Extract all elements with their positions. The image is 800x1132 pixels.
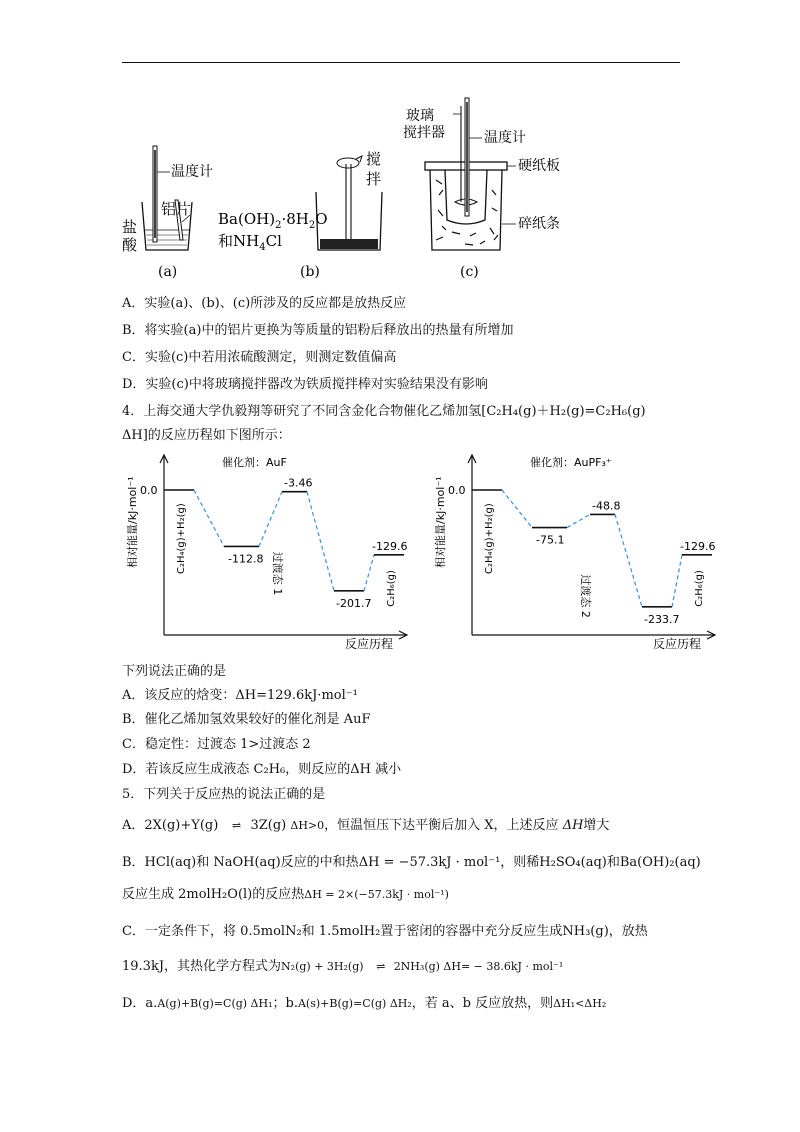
label-c-board: 硬纸板 <box>518 158 560 174</box>
equilibrium-arrow-icon: ⇌ <box>376 960 386 973</box>
q5-a-end: 增大 <box>583 818 610 833</box>
q5-a-eq: 2X(g)+Y(g) <box>144 818 219 833</box>
transition-path <box>615 514 642 606</box>
transition-state-label: 过渡态 2 <box>579 574 592 618</box>
q5-option-b-line2 <box>122 883 449 902</box>
q5-b-text1: B．HCl(aq)和 NaOH(aq)反应的中和热 <box>122 855 359 870</box>
q5-b-text5: (l)的反应热 <box>237 887 305 902</box>
energy-chart-auf <box>122 450 412 650</box>
transition-path <box>567 514 590 527</box>
q5-b-acid: H₂SO₄ <box>539 855 581 870</box>
q5-d-text1: D．a. <box>122 996 158 1011</box>
q3-option-a: A．实验(a)、(b)、(c)所涉及的反应都是放热反应 <box>122 296 407 311</box>
data-label: -201.7 <box>336 596 372 610</box>
q4-option-c: C．稳定性：过渡态 1>过渡态 2 <box>122 737 311 752</box>
q5-c-h2: H₂ <box>363 924 381 939</box>
chart-title: 催化剂：AuPF₃⁺ <box>530 456 612 469</box>
q5-b-text2: ，则稀 <box>500 855 540 870</box>
data-label: -3.46 <box>284 476 313 490</box>
q5-c-n2: N₂ <box>285 924 302 939</box>
q4-option-d: D．若该反应生成液态 C₂H₆，则反应的ΔH 减小 <box>122 762 402 777</box>
data-label: -48.8 <box>592 499 621 513</box>
q3-option-b: B．将实验(a)中的铝片更换为等质量的铝粉后释放出的热量有所增加 <box>122 323 514 338</box>
q5-option-c-line2 <box>122 955 563 974</box>
q5-b-dh2: ΔH = 2×(−57.3kJ · mol⁻¹) <box>304 888 449 901</box>
label-c-thermometer: 温度计 <box>484 130 526 146</box>
q5-a-dh: ΔH>0 <box>290 819 325 832</box>
energy-chart-aupf3 <box>430 450 720 650</box>
header-rule <box>122 62 680 63</box>
transition-path <box>672 555 682 607</box>
y-axis-label: 相对能量/kJ·mol⁻¹ <box>434 476 447 568</box>
caption-a: (a) <box>158 264 178 280</box>
q5-option-c-line1 <box>122 920 648 939</box>
reactant-label: C₂H₄(g)+H₂(g) <box>176 503 187 574</box>
q4-stem-2: ΔH]的反应历程如下图所示： <box>122 428 291 443</box>
product-label: C₂H₆(g) <box>386 570 397 607</box>
q3-option-d: D．实验(c)中将玻璃搅拌器改为铁质搅拌棒对实验结果没有影响 <box>122 377 488 392</box>
q5-option-a <box>122 814 609 833</box>
transition-path <box>194 490 224 546</box>
q5-c-text2: 和 1.5mol <box>301 924 364 939</box>
transition-state-label: 过渡态 1 <box>271 551 284 596</box>
q3-option-c: C．实验(c)中若用浓硫酸测定，则测定数值偏高 <box>122 350 397 365</box>
q5-d-text2: ；b. <box>272 996 298 1011</box>
data-label: -129.6 <box>680 539 716 553</box>
q4-option-b: B．催化乙烯加氢效果较好的催化剂是 AuF <box>122 712 371 727</box>
q5-b-base: Ba(OH)₂(aq) <box>619 855 701 870</box>
q5-c-text4: ，放热 <box>608 924 648 939</box>
q4-question: 下列说法正确的是 <box>122 664 227 679</box>
label-a-acid-2: 酸 <box>122 236 138 254</box>
equilibrium-arrow-icon: ⇌ <box>231 819 242 832</box>
label-a-thermometer: 温度计 <box>171 164 213 180</box>
q5-b-water: H₂O <box>210 887 238 902</box>
transition-path <box>259 492 282 547</box>
q5-b-text4: 反应生成 2mol <box>122 887 211 902</box>
q5-d-b: A(s)+B(g)=C(g) ΔH₂ <box>297 997 412 1010</box>
q5-d-text3: ，若 a、b 反应放热，则 <box>411 996 554 1011</box>
x-axis-label: 反应历程 <box>345 637 394 650</box>
label-b-reagent-2: 和$NH_4Cl$ <box>218 232 282 253</box>
label-c-stirrer-1: 玻璃 <box>406 108 434 124</box>
data-label: 0.0 <box>448 484 466 497</box>
q4-stem-1: 4．上海交通大学仇毅翔等研究了不同含金化合物催化乙烯加氢[C₂H₄(g)＋H₂(g)=C₂H₆(g) <box>122 404 646 419</box>
q5-d-a: A(g)+B(g)=C(g) ΔH₁ <box>157 997 273 1010</box>
x-axis-label: 反应历程 <box>653 637 702 650</box>
stirring-rod-icon <box>337 156 362 240</box>
product-label: C₂H₆(g) <box>694 570 705 607</box>
label-b-stir-2: 拌 <box>366 170 382 188</box>
q4-option-a: A．该反应的焓变：ΔH=129.6kJ·mol⁻¹ <box>122 688 358 703</box>
data-label: -233.7 <box>644 612 680 626</box>
q5-option-b-line1 <box>122 851 701 870</box>
label-b-reagent-1: $Ba(OH)_2\cdot 8H_2O$ <box>218 210 328 231</box>
transition-path <box>502 490 532 528</box>
label-c-paper: 碎纸条 <box>518 216 560 232</box>
q5-c-text1: C．一定条件下，将 0.5mol <box>122 924 286 939</box>
q5-c-eq: N₂(g) + 3H₂(g) <box>281 960 364 973</box>
q5-option-d <box>122 992 606 1011</box>
q5-a-text: ，恒温恒压下达平衡后加入 X，上述反应 <box>324 818 559 833</box>
data-label: -129.6 <box>372 539 408 553</box>
q5-c-text3: 置于密闭的容器中充分反应生成 <box>380 924 563 939</box>
powder-icon <box>320 239 378 249</box>
transition-path <box>364 555 374 591</box>
q5-d-end: ΔH₁<ΔH₂ <box>553 997 607 1010</box>
q5-b-text3: (aq)和 <box>580 855 620 870</box>
y-axis-label: 相对能量/kJ·mol⁻¹ <box>126 476 139 568</box>
q5-b-dh: ΔH = −57.3kJ · mol⁻¹ <box>358 855 501 870</box>
data-label: -75.1 <box>536 533 565 547</box>
q5-c-text5: 19.3kJ，其热化学方程式为 <box>122 959 282 974</box>
label-c-stirrer-2: 搅拌器 <box>403 125 445 141</box>
data-label: 0.0 <box>140 484 158 497</box>
chart-title: 催化剂：AuF <box>222 456 287 469</box>
q5-a-eq2: 3Z(g) <box>250 818 287 833</box>
q5-a-dh2: ΔH <box>562 818 584 833</box>
apparatus-figure <box>120 90 580 290</box>
q5-a-prefix: A． <box>122 818 145 833</box>
caption-c: (c) <box>460 264 479 280</box>
q5-stem: 5．下列关于反应热的说法正确的是 <box>122 787 326 802</box>
q5-c-nh3: NH₃(g) <box>562 924 609 939</box>
caption-b: (b) <box>300 264 320 280</box>
reactant-label: C₂H₄(g)+H₂(g) <box>484 503 495 574</box>
label-a-al: 铝片 <box>161 200 192 218</box>
label-b-stir-1: 搅 <box>366 150 382 168</box>
q5-c-eq2: 2NH₃(g) ΔH= − 38.6kJ · mol⁻¹ <box>393 960 564 973</box>
transition-path <box>307 492 334 591</box>
data-label: -112.8 <box>228 552 264 566</box>
label-a-acid-1: 盐 <box>122 218 138 236</box>
thermometer-a-icon <box>153 146 170 242</box>
